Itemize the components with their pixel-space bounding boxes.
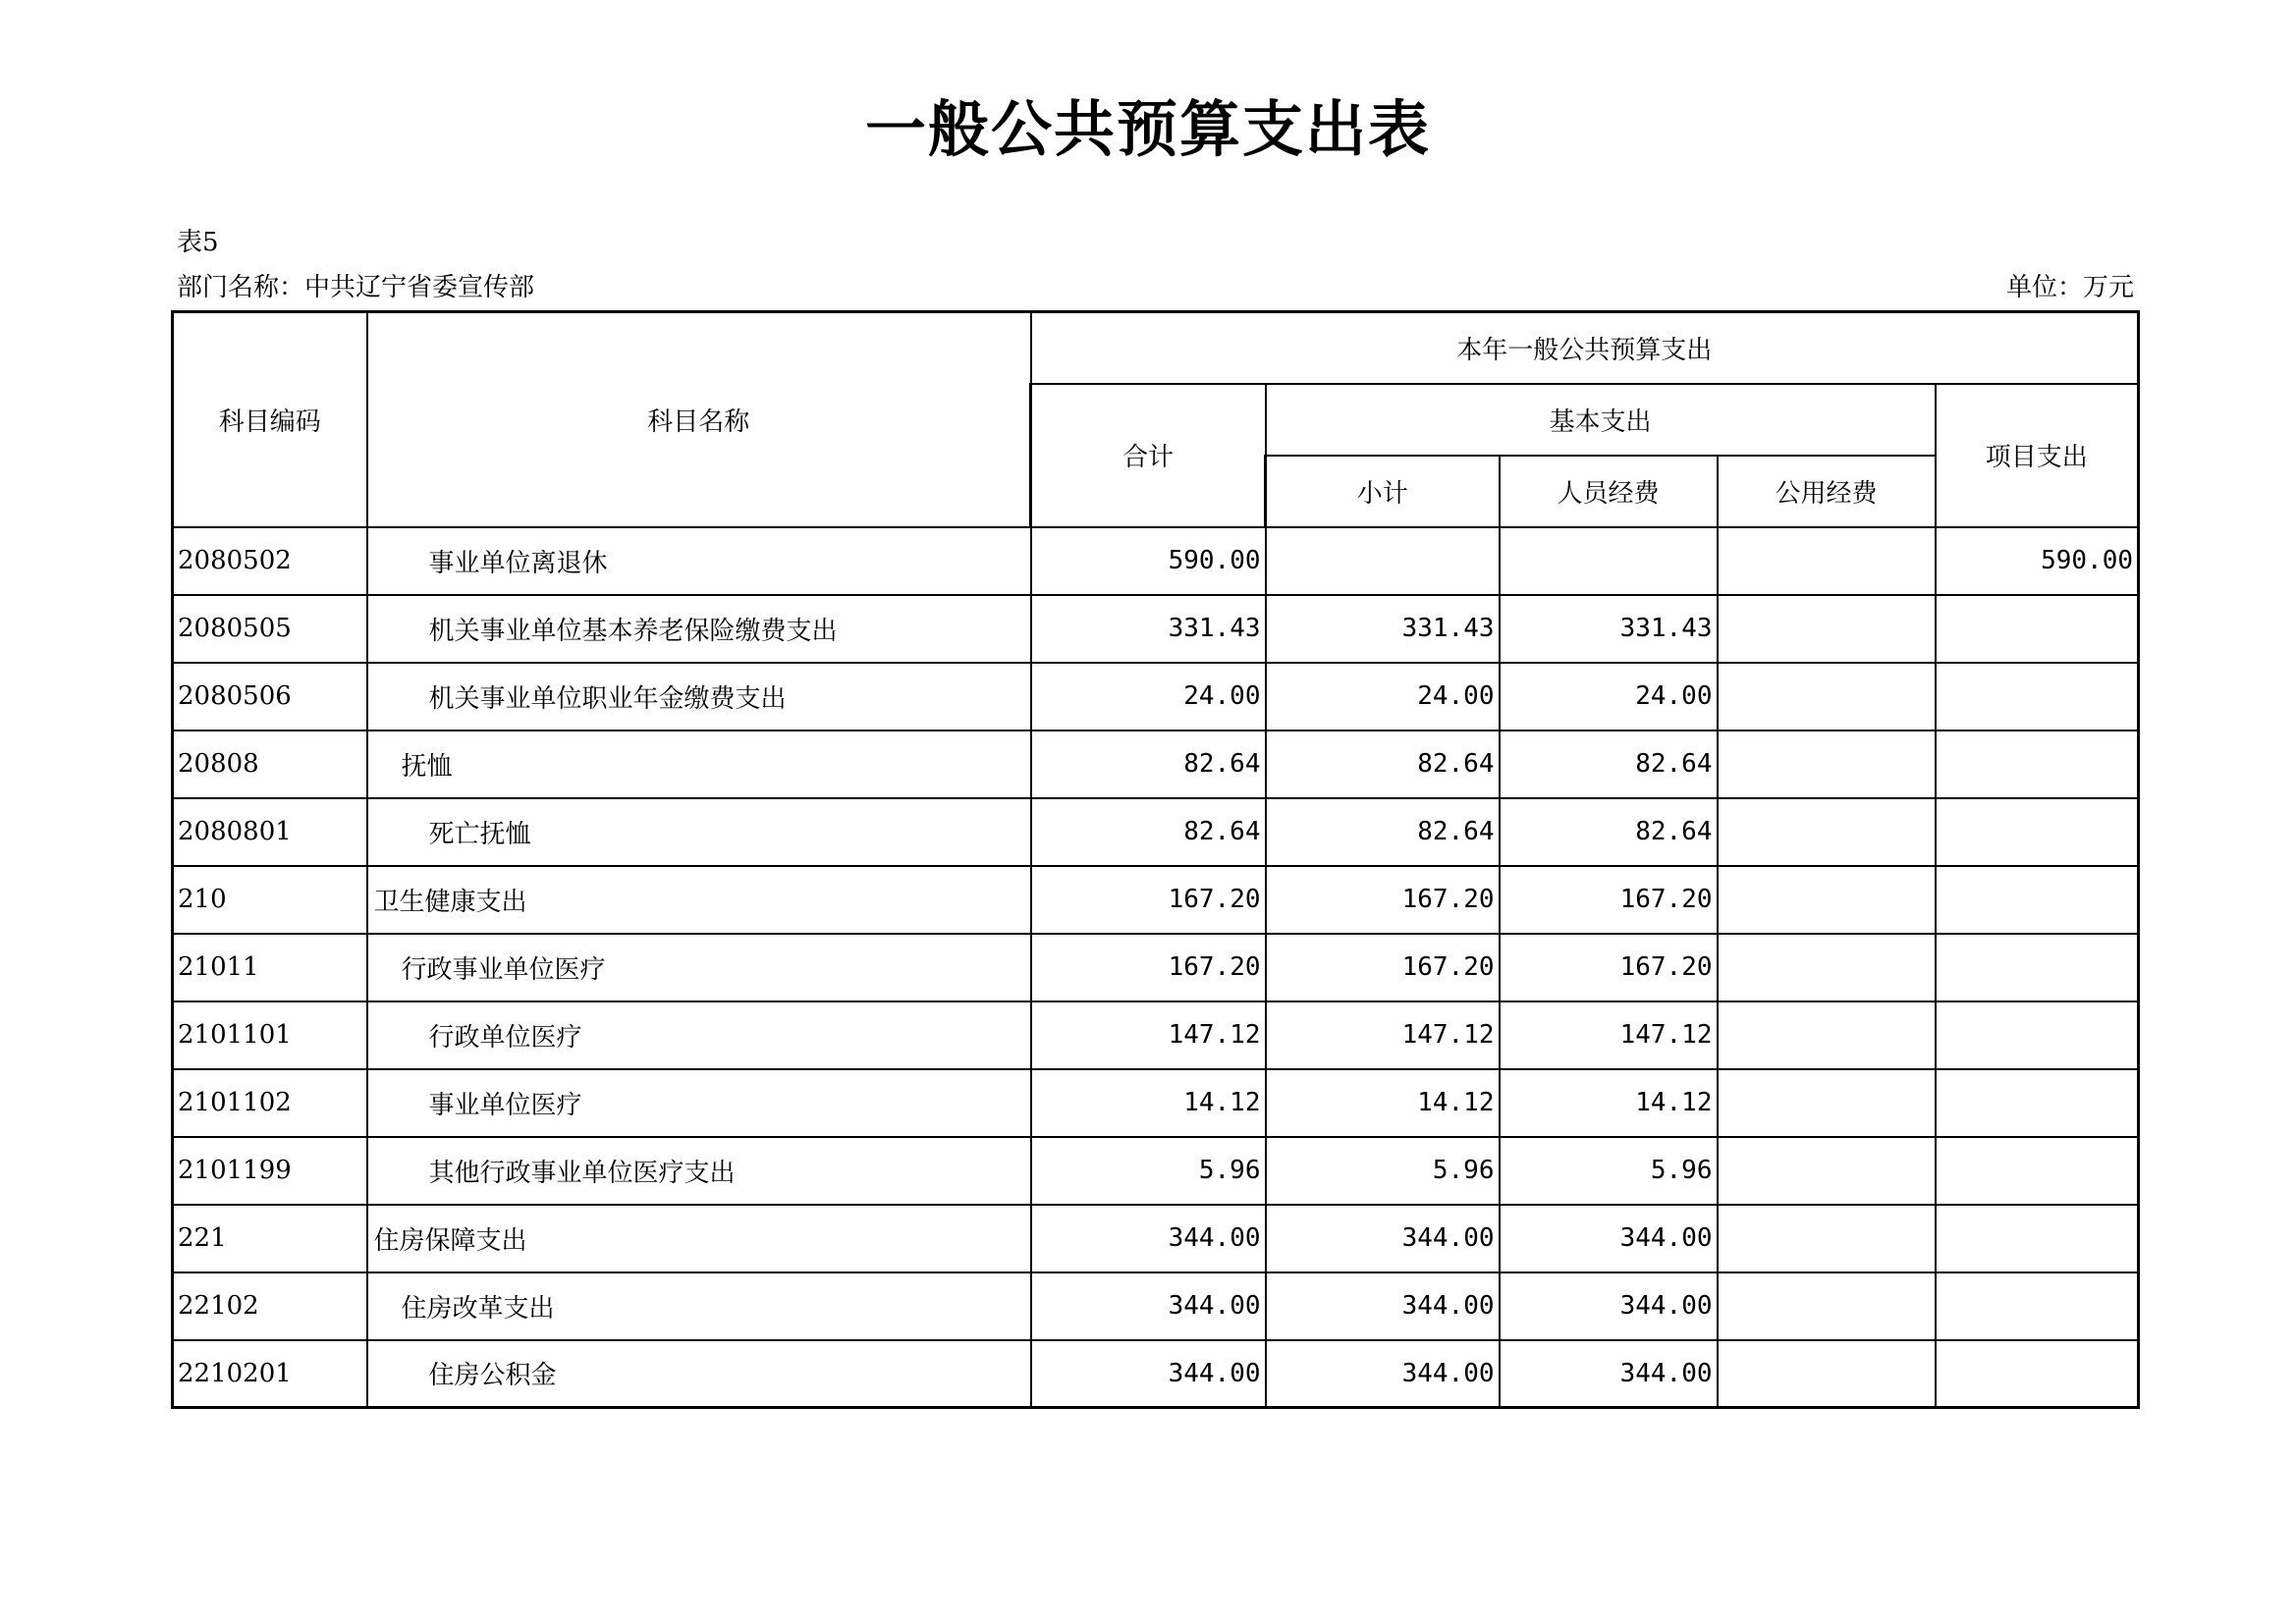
cell-public (1718, 1001, 1936, 1069)
cell-total: 344.00 (1031, 1205, 1266, 1272)
cell-project (1936, 1272, 2139, 1340)
cell-name: 事业单位离退休 (367, 527, 1031, 595)
table-number: 表5 (177, 228, 219, 257)
budget-table (171, 310, 2140, 1409)
cell-name: 事业单位医疗 (367, 1069, 1031, 1137)
cell-code: 2080505 (173, 595, 367, 663)
cell-code: 2080502 (173, 527, 367, 595)
header-total: 合计 (1031, 384, 1266, 527)
cell-name: 其他行政事业单位医疗支出 (367, 1137, 1031, 1205)
cell-personnel: 167.20 (1500, 934, 1718, 1001)
cell-code: 20808 (173, 730, 367, 798)
cell-personnel: 5.96 (1500, 1137, 1718, 1205)
cell-name: 卫生健康支出 (367, 866, 1031, 934)
cell-public (1718, 866, 1936, 934)
cell-personnel: 344.00 (1500, 1205, 1718, 1272)
table-row (173, 730, 2139, 798)
cell-total: 344.00 (1031, 1340, 1266, 1408)
table-row (173, 663, 2139, 730)
cell-name: 死亡抚恤 (367, 798, 1031, 866)
cell-project (1936, 663, 2139, 730)
cell-subtotal: 24.00 (1266, 663, 1500, 730)
cell-personnel: 147.12 (1500, 1001, 1718, 1069)
cell-project (1936, 730, 2139, 798)
cell-code: 2101101 (173, 1001, 367, 1069)
cell-name: 行政单位医疗 (367, 1001, 1031, 1069)
cell-name: 住房公积金 (367, 1340, 1031, 1408)
cell-public (1718, 1340, 1936, 1408)
table-row (173, 595, 2139, 663)
cell-total: 167.20 (1031, 866, 1266, 934)
cell-code: 2210201 (173, 1340, 367, 1408)
unit-label: 单位：万元 (2005, 273, 2134, 302)
cell-project (1936, 798, 2139, 866)
cell-public (1718, 1272, 1936, 1340)
cell-project (1936, 595, 2139, 663)
cell-personnel: 331.43 (1500, 595, 1718, 663)
cell-public (1718, 798, 1936, 866)
cell-subtotal: 5.96 (1266, 1137, 1500, 1205)
cell-name: 行政事业单位医疗 (367, 934, 1031, 1001)
cell-total: 167.20 (1031, 934, 1266, 1001)
table-body (173, 527, 2139, 1408)
cell-personnel: 167.20 (1500, 866, 1718, 934)
cell-total: 14.12 (1031, 1069, 1266, 1137)
cell-project (1936, 866, 2139, 934)
cell-personnel: 344.00 (1500, 1272, 1718, 1340)
table-row (173, 1001, 2139, 1069)
cell-project: 590.00 (1936, 527, 2139, 595)
cell-total: 24.00 (1031, 663, 1266, 730)
header-subtotal: 小计 (1266, 456, 1500, 527)
header-basic: 基本支出 (1266, 384, 1936, 456)
cell-name: 机关事业单位基本养老保险缴费支出 (367, 595, 1031, 663)
cell-personnel: 82.64 (1500, 798, 1718, 866)
header-project: 项目支出 (1936, 384, 2139, 527)
cell-personnel (1500, 527, 1718, 595)
cell-subtotal: 344.00 (1266, 1205, 1500, 1272)
cell-project (1936, 1340, 2139, 1408)
table-row (173, 866, 2139, 934)
table-row (173, 798, 2139, 866)
cell-personnel: 344.00 (1500, 1340, 1718, 1408)
cell-project (1936, 1069, 2139, 1137)
cell-name: 住房改革支出 (367, 1272, 1031, 1340)
cell-name: 机关事业单位职业年金缴费支出 (367, 663, 1031, 730)
table-row (173, 1340, 2139, 1408)
cell-subtotal: 82.64 (1266, 730, 1500, 798)
cell-code: 2101102 (173, 1069, 367, 1137)
cell-public (1718, 1137, 1936, 1205)
cell-subtotal: 344.00 (1266, 1272, 1500, 1340)
table-header (173, 312, 2139, 527)
cell-code: 22102 (173, 1272, 367, 1340)
cell-project (1936, 934, 2139, 1001)
cell-project (1936, 1001, 2139, 1069)
cell-project (1936, 1137, 2139, 1205)
cell-code: 221 (173, 1205, 367, 1272)
cell-public (1718, 730, 1936, 798)
table-row (173, 934, 2139, 1001)
table-row (173, 527, 2139, 595)
cell-subtotal: 331.43 (1266, 595, 1500, 663)
cell-subtotal: 167.20 (1266, 934, 1500, 1001)
header-personnel: 人员经费 (1500, 456, 1718, 527)
cell-total: 5.96 (1031, 1137, 1266, 1205)
cell-name: 抚恤 (367, 730, 1031, 798)
cell-public (1718, 1205, 1936, 1272)
cell-subtotal: 147.12 (1266, 1001, 1500, 1069)
cell-personnel: 14.12 (1500, 1069, 1718, 1137)
cell-public (1718, 663, 1936, 730)
cell-total: 147.12 (1031, 1001, 1266, 1069)
cell-total: 344.00 (1031, 1272, 1266, 1340)
cell-code: 21011 (173, 934, 367, 1001)
cell-subtotal: 82.64 (1266, 798, 1500, 866)
cell-personnel: 82.64 (1500, 730, 1718, 798)
cell-public (1718, 527, 1936, 595)
cell-total: 590.00 (1031, 527, 1266, 595)
cell-public (1718, 595, 1936, 663)
cell-total: 82.64 (1031, 730, 1266, 798)
header-group: 本年一般公共预算支出 (1031, 312, 2139, 384)
table-row (173, 1272, 2139, 1340)
cell-subtotal (1266, 527, 1500, 595)
cell-subtotal: 344.00 (1266, 1340, 1500, 1408)
cell-total: 331.43 (1031, 595, 1266, 663)
cell-subtotal: 167.20 (1266, 866, 1500, 934)
page-title: 一般公共预算支出表 (864, 93, 1431, 165)
cell-public (1718, 934, 1936, 1001)
table-row (173, 1069, 2139, 1137)
cell-project (1936, 1205, 2139, 1272)
header-public: 公用经费 (1718, 456, 1936, 527)
department-name: 部门名称：中共辽宁省委宣传部 (177, 273, 535, 302)
cell-public (1718, 1069, 1936, 1137)
cell-code: 2080801 (173, 798, 367, 866)
table-row (173, 1205, 2139, 1272)
cell-name: 住房保障支出 (367, 1205, 1031, 1272)
header-name: 科目名称 (367, 312, 1031, 527)
cell-total: 82.64 (1031, 798, 1266, 866)
cell-subtotal: 14.12 (1266, 1069, 1500, 1137)
cell-code: 2080506 (173, 663, 367, 730)
cell-code: 210 (173, 866, 367, 934)
cell-personnel: 24.00 (1500, 663, 1718, 730)
header-code: 科目编码 (173, 312, 367, 527)
cell-code: 2101199 (173, 1137, 367, 1205)
table-row (173, 1137, 2139, 1205)
